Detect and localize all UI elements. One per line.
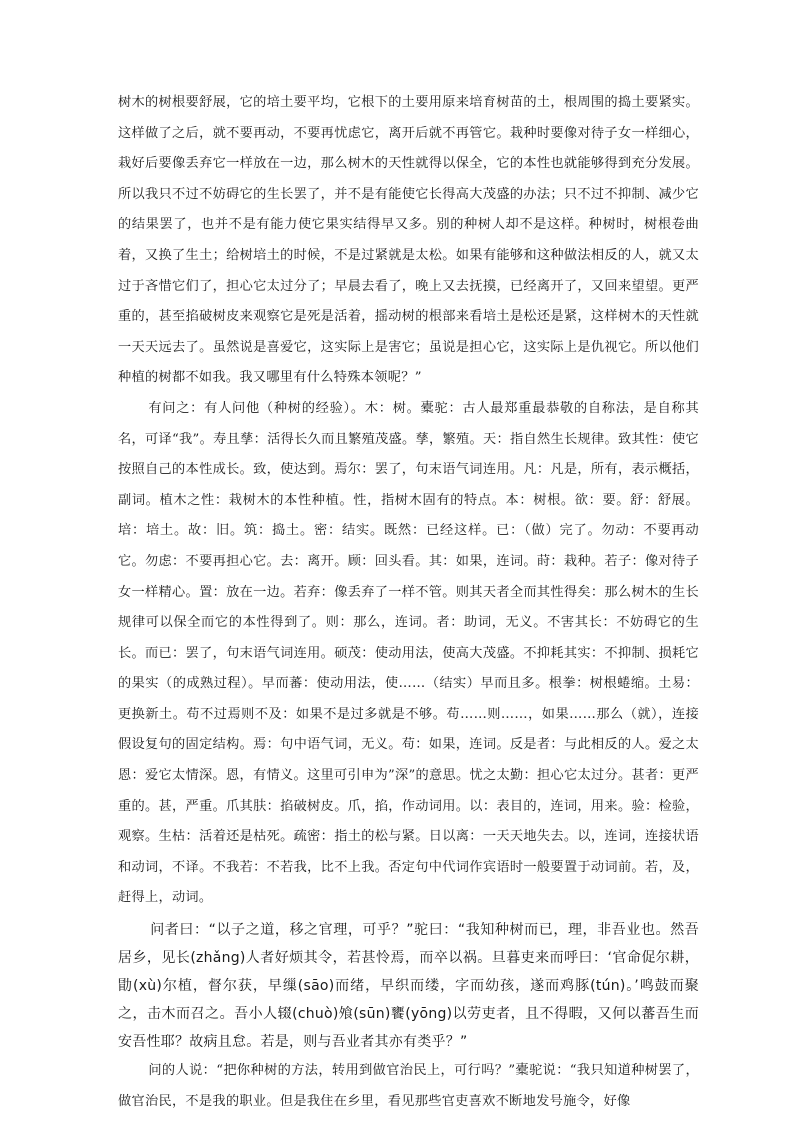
document-page — [118, 88, 699, 1117]
translation-paragraph: 树木的树根要舒展，它的培土要平均，它根下的土要用原来培育树苗的土，根周围的捣土要紧实。这样做了之后，就不要再动，不要再忧虑它，离开后就不再管它。栽种时要像对待子女一样细心，栽好后要像丢弃它一样放在一边，那么树木的天性就得以保全，它的本性也就能够得到充分发展。所以我只不过不妨碍它的生长罢了，并不是有能使它长得高大茂盛的办法；只不过不抑制、减少它的结果罢了，也并不是有能力使它果实结得早又多。别的种树人却不是这样。种树时，树根卷曲着，又换了生土；给树培土的时候，不是过紧就是太松。如果有能够和这种做法相反的人，就又太过于吝惜它们了，担心它太过分了；早晨去看了，晚上又去抚摸，已经离开了，又回来望望。更严重的，甚至掐破树皮来观察它是死是活着，摇动树的根部来看培土是松还是紧，这样树木的天性就一天天远去了。虽然说是喜爱它，这实际上是害它；虽说是担心它，这实际上是仇视它。所以他们种植的树都不如我。我又哪里有什么特殊本领呢？” — [118, 95, 699, 386]
translation-paragraph-continued: 问的人说：“把你种树的方法，转用到做官治民上，可行吗？”橐驼说：“我只知道种树罢了，做官治民，不是我的职业。但是我住在乡里，看见那些官吏喜欢不断地发号施令，好像 — [118, 1063, 699, 1109]
original-text-paragraph: 问者曰：“以子之道，移之官理，可乎？”驼曰：“我知种树而已，理，非吾业也。然吾居乡，见长(zhǎng)人者好烦其令，若甚怜焉，而卒以祸。旦暮吏来而呼曰：‘官命促尔耕，勖(xù)尔植，督尔获，早缫(sāo)而绪，早织而缕，字而幼孩，遂而鸡豚(tún)。’鸣鼓而聚之，击木而召之。吾小人辍(chuò)飧(sūn)饔(yōng)以劳吏者，且不得暇，又何以蕃吾生而安吾性耶？故病且怠。若是，则与吾业者其亦有类乎？” — [118, 922, 699, 1051]
annotation-notes-paragraph: 有问之：有人问他（种树的经验）。木：树。橐驼：古人最郑重最恭敬的自称法，是自称其名，可译“我”。寿且孳：活得长久而且繁殖茂盛。孳，繁殖。天：指自然生长规律。致其性：使它按照自己的本性成长。致，使达到。焉尔：罢了，句末语气词连用。凡：凡是，所有，表示概括，副词。植木之性：栽树木的本性种植。性，指树木固有的特点。本：树根。欲：要。舒：舒展。培：培土。故：旧。筑：捣土。密：结实。既然：已经这样。已：（做）完了。勿动：不要再动它。勿虑：不要再担心它。去：离开。顾：回头看。其：如果，连词。莳：栽种。若子：像对待子女一样精心。置：放在一边。若弃：像丢弃了一样不管。则其天者全而其性得矣：那么树木的生长规律可以保全而它的本性得到了。则：那么，连词。者：助词，无义。不害其长：不妨碍它的生长。而已：罢了，句末语气词连用。硕茂：使动用法，使高大茂盛。不抑耗其实：不抑制、损耗它的果实（的成熟过程）。早而蕃：使动用法，使……（结实）早而且多。根拳：树根蜷缩。土易：更换新土。苟不过焉则不及：如果不是过多就是不够。苟……则……，如果……那么（就），连接假设复句的固定结构。焉：句中语气词，无义。苟：如果，连词。反是者：与此相反的人。爱之太恩：爱它太情深。恩，有情义。这里可引申为”深”的意思。忧之太勤：担心它太过分。甚者：更严重的。甚，严重。爪其肤：掐破树皮。爪，掐，作动词用。以：表目的，连词，用来。验：检验，观察。生枯：活着还是枯死。疏密：指土的松与紧。日以离：一天天地失去。以，连词，连接状语和动词，不译。不我若：不若我，比不上我。否定句中代词作宾语时一般要置于动词前。若，及，赶得上，动词。 — [118, 400, 699, 906]
